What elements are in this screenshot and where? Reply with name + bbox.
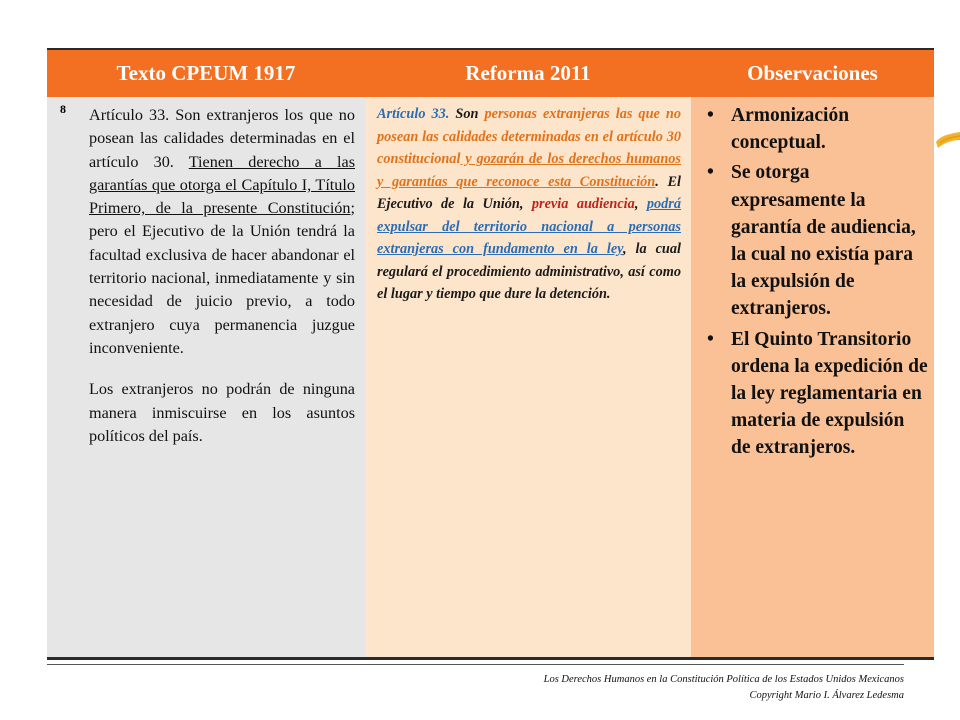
list-item	[705, 159, 928, 322]
reform-text-son: Son	[449, 106, 485, 122]
observations-list	[705, 102, 928, 462]
header-observaciones: Observaciones	[691, 49, 934, 97]
cell-observaciones	[691, 97, 934, 659]
bullet-icon: •	[707, 162, 714, 184]
list-item	[705, 326, 928, 462]
article-1917-underlined: Tienen derecho a las garantías que otorga el Capítulo I, Título Primero, de la presente Constitución	[89, 152, 356, 218]
bullet-icon: •	[707, 105, 714, 126]
cell-texto-1917	[47, 97, 365, 659]
reform-expulsion: podrá expulsar del territorio nacional a personas extranjeras con fundamento en la ley	[377, 196, 681, 257]
brush-stroke-icon	[934, 128, 960, 150]
comparison-table	[47, 48, 934, 660]
article-2011-paragraph	[377, 103, 681, 306]
article-1917-paragraph-2: Los extranjeros no podrán de ninguna manera inmiscuirse en los asuntos políticos del país.	[89, 380, 355, 445]
list-item	[705, 102, 928, 156]
cell-reforma-2011	[365, 97, 691, 659]
reform-period: .	[655, 173, 659, 190]
reform-comma: ,	[634, 196, 647, 212]
header-row	[47, 49, 934, 97]
header-texto-cpeum-1917: Texto CPEUM 1917	[47, 49, 365, 97]
table-row	[47, 97, 934, 659]
observation-text: El Quinto Transitorio ordena la expedición de la ley reglamentaria en materia de expulsión de extranjeros.	[731, 328, 928, 459]
footer-copyright: Copyright Mario I. Álvarez Ledesma	[749, 690, 904, 701]
reform-personas-extranjeras: personas extranjeras las que no posean las calidades determinadas en el artículo 30 constitucional	[377, 106, 682, 167]
bullet-icon: •	[707, 328, 714, 350]
footer-title: Los Derechos Humanos en la Constitución Política de los Estados Unidos Mexicanos	[543, 674, 904, 685]
reform-previa-audiencia: previa audiencia	[531, 196, 635, 212]
article-1917-paragraph-1	[89, 104, 355, 360]
reform-ejecutivo: El Ejecutivo de la Unión,	[377, 173, 681, 212]
table-header	[47, 49, 934, 97]
header-reforma-2011: Reforma 2011	[365, 49, 691, 97]
article-1917-text-a: Artículo 33. Son extranjeros los que no posean las calidades determinadas en el artículo 30.	[89, 106, 355, 171]
article-1917-text-b: ; pero el Ejecutivo de la Unión tendrá la facultad exclusiva de hacer abandonar el territorio nacional, inmediatamente y sin necesidad de juicio previo, a todo extranjero cuya permanencia juzgue inconveniente.	[89, 199, 355, 357]
observation-text: Se otorga expresamente la garantía de audiencia, la cual no existía para la expulsión de extranjeros.	[731, 162, 916, 320]
reform-derechos-humanos: y gozarán de los derechos humanos y garantías que reconoce esta Constitución	[377, 151, 681, 190]
footer-divider	[47, 664, 904, 665]
row-number: 8	[60, 102, 66, 116]
reform-article-number: Artículo 33.	[377, 106, 450, 122]
reform-procedimiento: , la cual regulará el procedimiento administrativo, así como el lugar y tiempo que dure la detención.	[377, 241, 681, 302]
observation-text: Armonización conceptual.	[731, 105, 850, 154]
slide-footer	[544, 672, 904, 704]
